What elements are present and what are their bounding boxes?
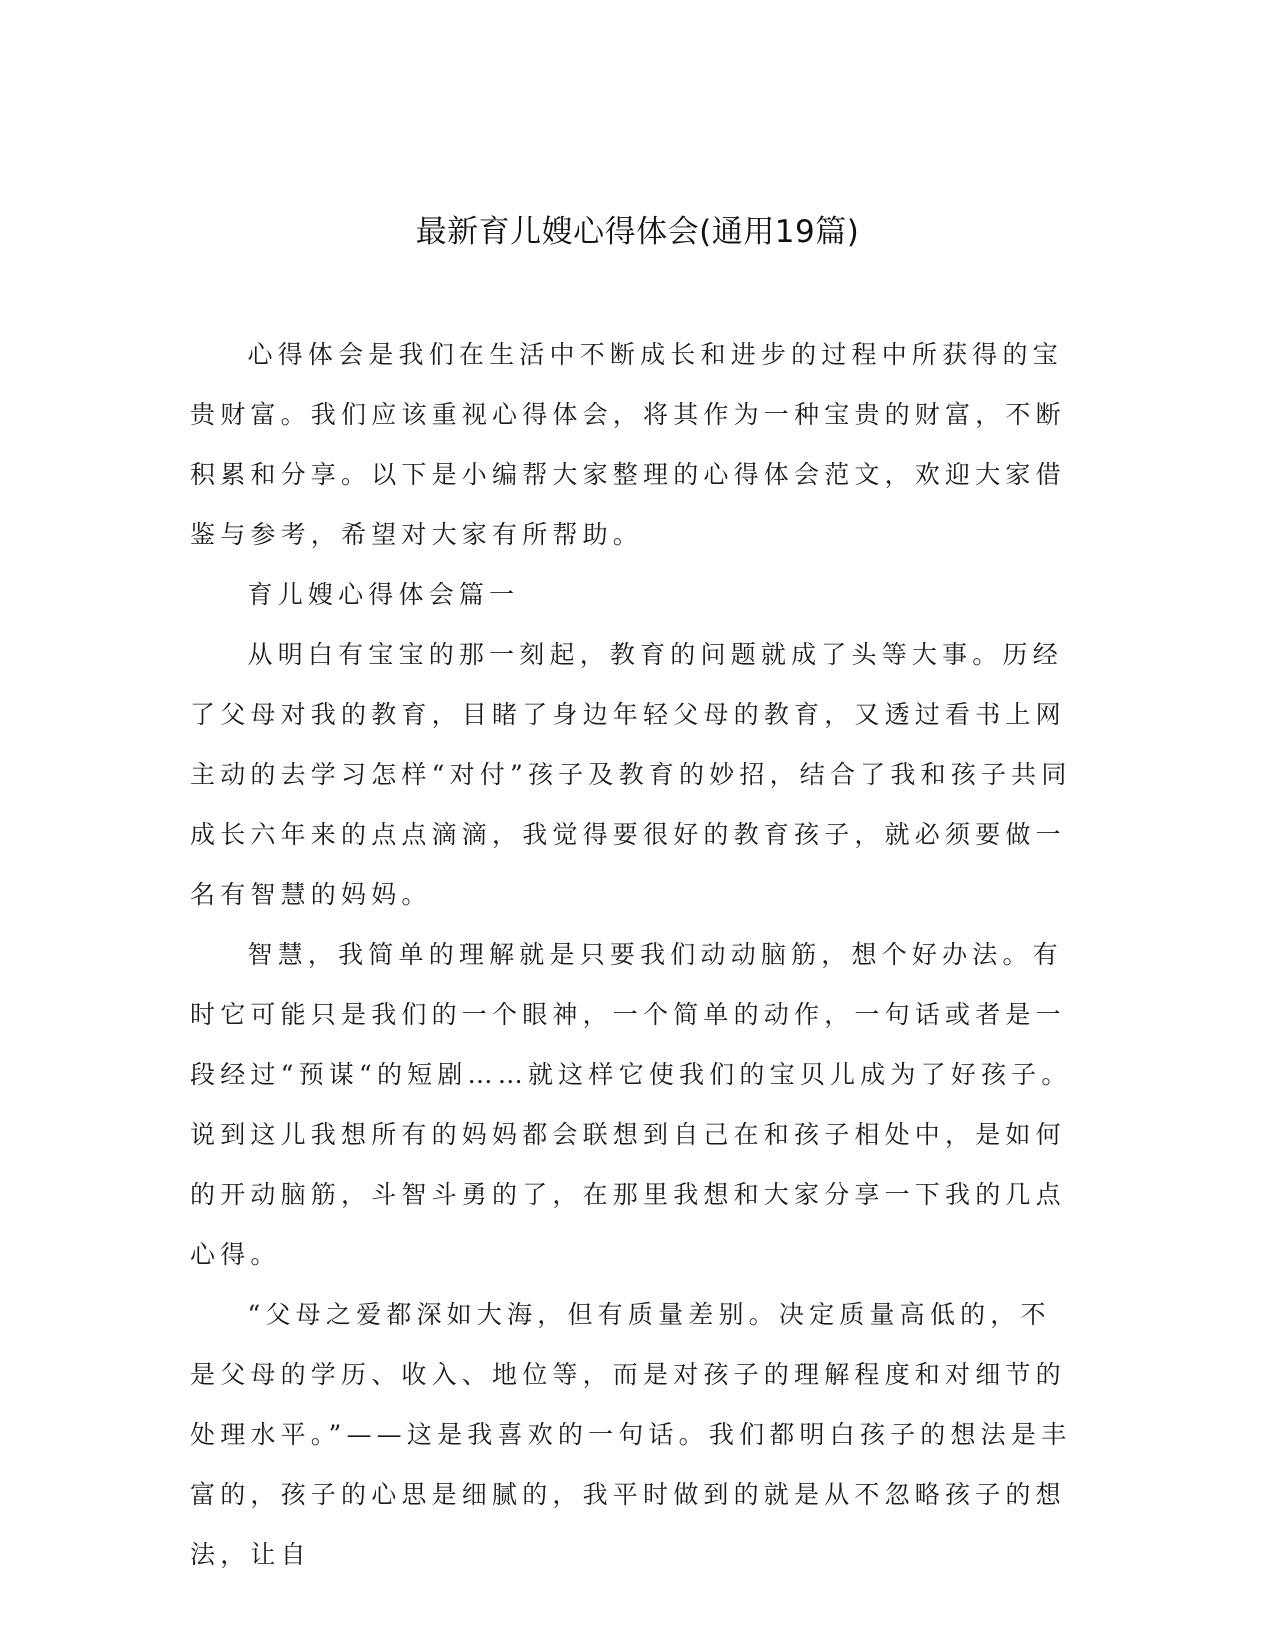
paragraph: 从明白有宝宝的那一刻起，教育的问题就成了头等大事。历经了父母对我的教育，目睹了身边年轻父母的教育，又透过看书上网主动的去学习怎样“对付”孩子及教育的妙招，结合了我和孩子共同成长六年来的点点滴滴，我觉得要很好的教育孩子，就必须要做一名有智慧的妈妈。 xyxy=(190,640,1072,909)
document-body xyxy=(190,325,1077,1585)
document-title: 最新育儿嫂心得体会(通用19篇) xyxy=(415,214,860,250)
paragraph-intro: 心得体会是我们在生活中不断成长和进步的过程中所获得的宝贵财富。我们应该重视心得体会，将其作为一种宝贵的财富，不断积累和分享。以下是小编帮大家整理的心得体会范文，欢迎大家借鉴与参考，希望对大家有所帮助。 xyxy=(190,340,1066,549)
paragraph: “父母之爱都深如大海，但有质量差别。决定质量高低的，不是父母的学历、收入、地位等，而是对孩子的理解程度和对细节的处理水平。”——这是我喜欢的一句话。我们都明白孩子的想法是丰富的，孩子的心思是细腻的，我平时做到的就是从不忽略孩子的想法，让自 xyxy=(190,1300,1072,1569)
section-heading: 育儿嫂心得体会篇一 xyxy=(247,580,520,609)
paragraph: 智慧，我简单的理解就是只要我们动动脑筋，想个好办法。有时它可能只是我们的一个眼神，一个简单的动作，一句话或者是一段经过“预谋“的短剧……就这样它使我们的宝贝儿成为了好孩子。说到这儿我想所有的妈妈都会联想到自己在和孩子相处中，是如何的开动脑筋，斗智斗勇的了，在那里我想和大家分享一下我的几点心得。 xyxy=(190,940,1072,1269)
